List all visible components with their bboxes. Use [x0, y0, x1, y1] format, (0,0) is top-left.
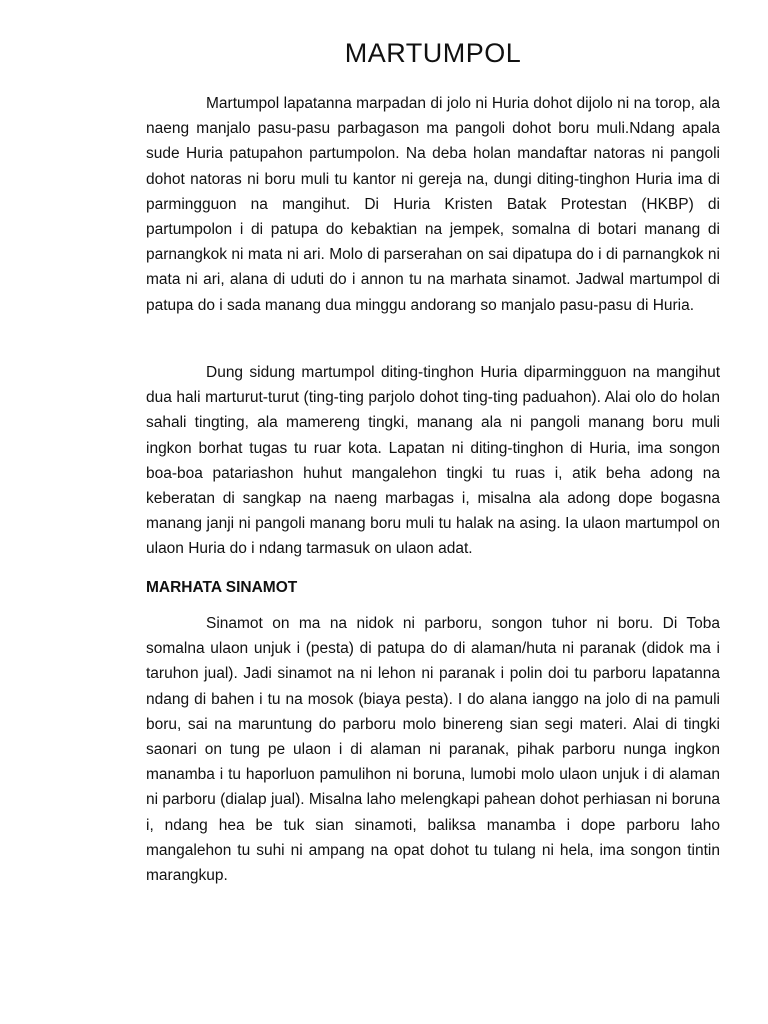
section-heading-marhata-sinamot: MARHATA SINAMOT: [146, 579, 298, 596]
paragraph-martumpol-tingting: Dung sidung martumpol diting-tinghon Huria diparmingguon na mangihut dua hali marturut-turut (ting-ting parjolo dohot ting-ting paduahon). Alai olo do holan sahali tingting, ala mamereng tingki, manang ala ni pangoli manang boru muli ingkon borhat tugas tu ruar kota. Lapatan ni diting-tinghon di Huria, ima songon boa-boa patariashon huhut mangalehon tingki tu ruas i, atik beha adong na keberatan di sangkap na naeng marbagas i, misalna ala adong dope bogasna manang janji ni pangoli manang boru muli tu halak na asing. Ia ulaon martumpol on ulaon Huria do i ndang tarmasuk on ulaon adat.: [146, 364, 720, 558]
paragraph-martumpol-intro: Martumpol lapatanna marpadan di jolo ni Huria dohot dijolo ni na torop, ala naeng manjalo pasu-pasu parbagason ma pangoli dohot boru muli.Ndang apala sude Huria patupahon partumpolon. Na deba holan mandaftar natoras ni pangoli dohot natoras ni boru muli tu kantor ni gereja na, dungi diting-tinghon Huria ima di parmingguon na mangihut. Di Huria Kristen Batak Protestan (HKBP) di partumpolon i di patupa do kebaktian na jempek, somalna di botari manang di parnangkok ni mata ni ari. Molo di parserahan on sai dipatupa do i di parnangkok ni mata ni ari, alana di uduti do i annon tu na marhata sinamot. Jadwal martumpol di patupa do i sada manang dua minggu andorang so manjalo pasu-pasu di Huria.: [146, 95, 720, 314]
page-title: MARTUMPOL: [344, 38, 522, 68]
paragraph-marhata-sinamot: Sinamot on ma na nidok ni parboru, songon tuhor ni boru. Di Toba somalna ulaon unjuk i (pesta) di patupa do di alaman/huta ni paranak (didok ma i taruhon jual). Jadi sinamot na ni lehon ni paranak i polin doi tu parboru lapatanna ndang di bahen i tu na mosok (biaya pesta). I do alana ianggo na jolo di na pamuli boru, sai na maruntung do parboru molo binereng sian segi materi. Alai di tingki saonari on tung pe ulaon i di alaman ni paranak, pihak parboru nunga ingkon manamba i tu haporluon pamulihon ni boruna, lumobi molo ulaon unjuk i di alaman ni parboru (dialap jual). Misalna laho melengkapi pahean dohot perhiasan ni boruna i, ndang hea be tuk sian sinamoti, baliksa manamba i dope parboru laho mangalehon tu suhi ni ampang na opat dohot tu tulang ni hela, ima songon tintin marangkup.: [146, 615, 720, 885]
